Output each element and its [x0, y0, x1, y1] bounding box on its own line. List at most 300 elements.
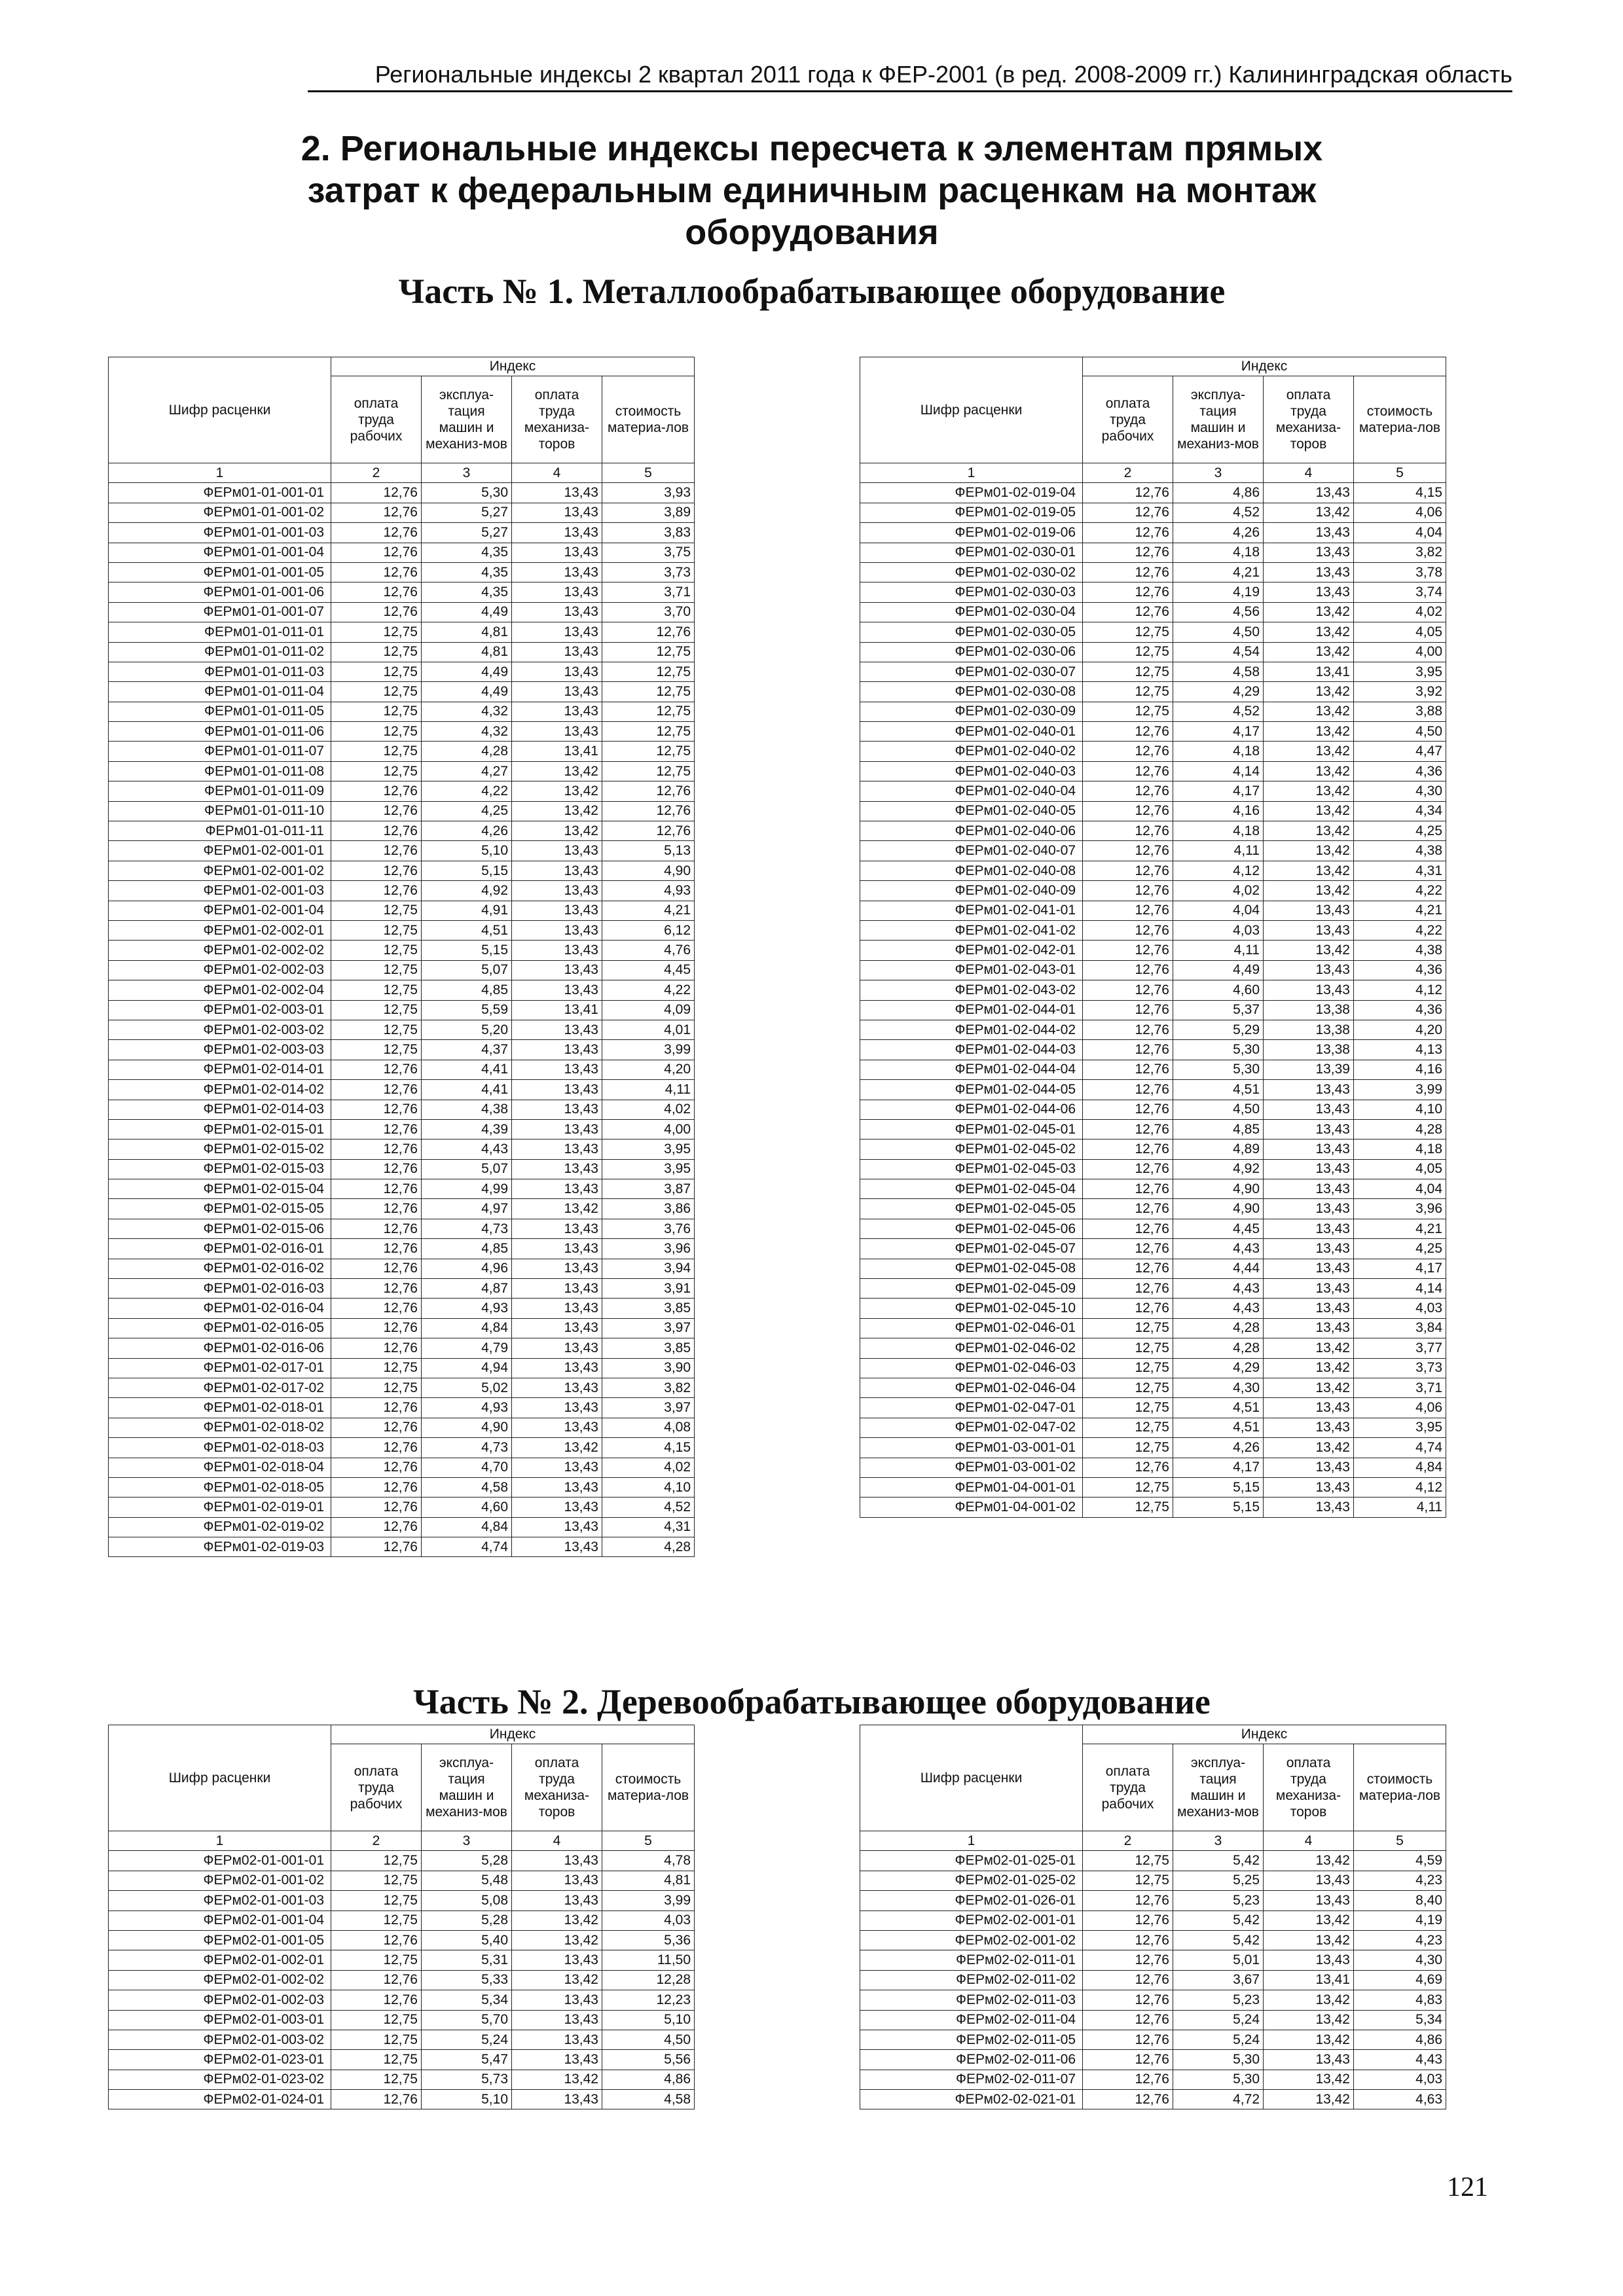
- index-value: 12,75: [331, 1040, 422, 1060]
- rate-code: ФЕРм01-02-001-03: [109, 881, 331, 901]
- index-value: 4,38: [1354, 941, 1446, 960]
- index-value: 12,75: [331, 1378, 422, 1397]
- index-value: 3,99: [602, 1040, 695, 1060]
- index-value: 13,43: [512, 1378, 602, 1397]
- table-row: [860, 1398, 1446, 1418]
- rate-code: ФЕРм01-02-040-07: [860, 841, 1083, 861]
- table-row: [109, 1040, 695, 1060]
- index-value: 12,76: [602, 801, 695, 821]
- table-row: [860, 1299, 1446, 1318]
- table-row: [860, 483, 1446, 503]
- rate-code: ФЕРм01-01-001-04: [109, 543, 331, 562]
- table-row: [109, 642, 695, 662]
- index-value: 13,42: [1264, 642, 1354, 662]
- index-value: 13,43: [1264, 1299, 1354, 1318]
- rate-code: ФЕРм01-02-040-05: [860, 801, 1083, 821]
- table-row: [860, 1378, 1446, 1397]
- index-value: 4,06: [1354, 1398, 1446, 1418]
- index-value: 13,42: [1264, 682, 1354, 702]
- index-value: 13,43: [1264, 960, 1354, 980]
- col-number: 4: [1264, 463, 1354, 483]
- rate-code: ФЕРм01-02-019-03: [109, 1537, 331, 1557]
- index-value: 4,28: [602, 1537, 695, 1557]
- index-value: 4,22: [1354, 881, 1446, 901]
- index-value: 4,58: [422, 1477, 512, 1497]
- index-value: 12,76: [331, 1338, 422, 1358]
- index-value: 12,76: [1083, 1910, 1173, 1930]
- index-value: 12,76: [1083, 1119, 1173, 1139]
- index-value: 4,11: [1354, 1498, 1446, 1517]
- index-value: 12,76: [331, 562, 422, 582]
- rate-code: ФЕРм01-02-040-08: [860, 861, 1083, 880]
- rate-code: ФЕРм01-01-011-01: [109, 622, 331, 642]
- index-value: 12,76: [1083, 881, 1173, 901]
- col-header-index-group: Индекс: [1083, 1725, 1446, 1744]
- index-value: 13,38: [1264, 1040, 1354, 1060]
- table-row: [109, 523, 695, 543]
- index-value: 5,08: [422, 1891, 512, 1910]
- table-row: [860, 761, 1446, 781]
- index-value: 12,76: [331, 503, 422, 522]
- index-value: 13,43: [512, 1851, 602, 1871]
- index-value: 4,69: [1354, 1970, 1446, 1990]
- rate-code: ФЕРм02-01-001-02: [109, 1871, 331, 1890]
- table-row: [109, 941, 695, 960]
- index-value: 3,73: [602, 562, 695, 582]
- index-value: 4,12: [1173, 861, 1264, 880]
- index-value: 13,43: [512, 1477, 602, 1497]
- table-row: [109, 1498, 695, 1517]
- index-value: 13,43: [1264, 1139, 1354, 1159]
- col-number: 5: [1354, 1831, 1446, 1851]
- index-value: 13,43: [1264, 1458, 1354, 1477]
- col-number: 2: [1083, 463, 1173, 483]
- rate-code: ФЕРм01-02-047-01: [860, 1398, 1083, 1418]
- rate-code: ФЕРм01-01-011-02: [109, 642, 331, 662]
- index-value: 4,06: [1354, 503, 1446, 522]
- col-header-3: оплата труда механиза-торов: [512, 376, 602, 463]
- part1-title: Часть № 1. Металлообрабатывающее оборудование: [398, 272, 1226, 311]
- index-value: 13,42: [1264, 761, 1354, 781]
- index-value: 13,43: [512, 1950, 602, 1970]
- rate-code: ФЕРм01-04-001-02: [860, 1498, 1083, 1517]
- rate-code: ФЕРм01-02-015-01: [109, 1119, 331, 1139]
- rate-code: ФЕРм01-02-015-06: [109, 1219, 331, 1238]
- index-value: 5,13: [602, 841, 695, 861]
- table-row: [860, 801, 1446, 821]
- index-value: 4,84: [1354, 1458, 1446, 1477]
- index-value: 13,43: [512, 662, 602, 681]
- index-value: 4,19: [1354, 1910, 1446, 1930]
- index-value: 12,75: [602, 742, 695, 761]
- table-row: [860, 1179, 1446, 1199]
- col-header-3: оплата труда механиза-торов: [1264, 1744, 1354, 1831]
- table-row: [860, 1080, 1446, 1100]
- index-value: 13,43: [512, 2010, 602, 2030]
- rate-code: ФЕРм01-02-016-04: [109, 1299, 331, 1318]
- rate-code: ФЕРм01-02-002-01: [109, 920, 331, 940]
- index-value: 13,42: [1264, 1851, 1354, 1871]
- rate-code: ФЕРм01-01-011-06: [109, 722, 331, 742]
- index-value: 4,86: [602, 2070, 695, 2089]
- table-row: [109, 1378, 695, 1397]
- index-value: 12,76: [1083, 1179, 1173, 1199]
- rate-code: ФЕРм01-02-045-02: [860, 1139, 1083, 1159]
- index-value: 3,93: [602, 483, 695, 503]
- index-value: 5,27: [422, 503, 512, 522]
- index-value: 13,39: [1264, 1060, 1354, 1079]
- index-value: 12,75: [331, 1020, 422, 1039]
- index-value: 12,76: [1083, 483, 1173, 503]
- index-value: 5,37: [1173, 1000, 1264, 1020]
- table-row: [860, 1891, 1446, 1910]
- col-number: 5: [602, 1831, 695, 1851]
- index-value: 3,82: [602, 1378, 695, 1397]
- index-value: 4,02: [602, 1100, 695, 1119]
- index-value: 5,10: [602, 2010, 695, 2030]
- table-row: [109, 1279, 695, 1299]
- table-row: [109, 682, 695, 702]
- rate-code: ФЕРм01-02-044-06: [860, 1100, 1083, 1119]
- table-row: [109, 980, 695, 1000]
- index-value: 13,43: [1264, 2050, 1354, 2070]
- index-value: 12,76: [1083, 1259, 1173, 1278]
- index-value: 12,76: [1083, 1020, 1173, 1039]
- col-header-1: оплата труда рабочих: [1083, 1744, 1173, 1831]
- index-value: 4,15: [1354, 483, 1446, 503]
- table-row: [109, 662, 695, 681]
- index-value: 12,76: [1083, 761, 1173, 781]
- rate-code: ФЕРм01-01-001-07: [109, 602, 331, 622]
- table-row: [860, 1100, 1446, 1119]
- table-row: [109, 1990, 695, 2010]
- index-value: 4,60: [1173, 980, 1264, 1000]
- rate-code: ФЕРм01-02-047-02: [860, 1418, 1083, 1437]
- table-row: [109, 1159, 695, 1179]
- rate-code: ФЕРм02-01-003-01: [109, 2010, 331, 2030]
- index-value: 4,38: [422, 1100, 512, 1119]
- index-value: 3,73: [1354, 1358, 1446, 1378]
- table-row: [860, 1318, 1446, 1338]
- index-value: 4,10: [602, 1477, 695, 1497]
- index-value: 4,85: [422, 1239, 512, 1259]
- index-value: 4,28: [1173, 1318, 1264, 1338]
- index-value: 4,91: [422, 901, 512, 920]
- index-value: 12,75: [331, 1891, 422, 1910]
- index-value: 4,86: [1354, 2030, 1446, 2049]
- index-value: 4,36: [1354, 960, 1446, 980]
- table-row: [860, 543, 1446, 562]
- index-value: 4,15: [602, 1438, 695, 1458]
- index-value: 4,99: [422, 1179, 512, 1199]
- index-value: 12,76: [1083, 861, 1173, 880]
- index-value: 12,76: [1083, 1080, 1173, 1100]
- index-value: 12,76: [1083, 1159, 1173, 1179]
- rate-code: ФЕРм01-02-019-04: [860, 483, 1083, 503]
- index-value: 5,24: [1173, 2010, 1264, 2030]
- table-row: [109, 801, 695, 821]
- index-value: 4,31: [602, 1517, 695, 1537]
- index-value: 12,75: [331, 2050, 422, 2070]
- index-value: 12,76: [331, 1299, 422, 1318]
- index-value: 12,76: [331, 543, 422, 562]
- table-row: [860, 1119, 1446, 1139]
- table-row: [860, 1871, 1446, 1890]
- table-row: [860, 1040, 1446, 1060]
- index-value: 13,43: [512, 1179, 602, 1199]
- index-value: 4,04: [1354, 1179, 1446, 1199]
- index-value: 12,76: [331, 801, 422, 821]
- index-value: 4,84: [422, 1318, 512, 1338]
- index-value: 12,76: [1083, 1139, 1173, 1159]
- rate-code: ФЕРм01-02-040-03: [860, 761, 1083, 781]
- index-value: 12,75: [602, 642, 695, 662]
- index-value: 12,76: [1083, 722, 1173, 742]
- rate-code: ФЕРм01-01-011-04: [109, 682, 331, 702]
- index-value: 4,32: [422, 722, 512, 742]
- index-value: 4,41: [422, 1080, 512, 1100]
- index-value: 8,40: [1354, 1891, 1446, 1910]
- index-value: 4,35: [422, 562, 512, 582]
- index-value: 5,48: [422, 1871, 512, 1890]
- table-row: [860, 642, 1446, 662]
- rate-code: ФЕРм01-02-046-01: [860, 1318, 1083, 1338]
- index-value: 13,43: [512, 901, 602, 920]
- rate-code: ФЕРм01-01-011-05: [109, 702, 331, 721]
- table-row: [109, 1060, 695, 1079]
- index-value: 4,29: [1173, 682, 1264, 702]
- index-value: 3,67: [1173, 1970, 1264, 1990]
- index-value: 13,43: [1264, 980, 1354, 1000]
- rate-code: ФЕРм02-01-002-01: [109, 1950, 331, 1970]
- table-row: [860, 1020, 1446, 1039]
- index-value: 4,70: [422, 1458, 512, 1477]
- index-value: 4,36: [1354, 761, 1446, 781]
- rate-code: ФЕРм01-02-044-03: [860, 1040, 1083, 1060]
- table-row: [860, 1259, 1446, 1278]
- index-value: 4,25: [1354, 821, 1446, 841]
- index-value: 13,43: [1264, 1891, 1354, 1910]
- index-value: 13,43: [1264, 1159, 1354, 1179]
- table-row: [860, 2070, 1446, 2089]
- col-header-4: стоимость материа-лов: [1354, 376, 1446, 463]
- index-value: 4,49: [422, 682, 512, 702]
- index-value: 12,76: [602, 821, 695, 841]
- rate-code: ФЕРм01-01-011-09: [109, 781, 331, 801]
- index-value: 13,41: [512, 1000, 602, 1020]
- index-value: 12,76: [1083, 2030, 1173, 2049]
- index-value: 13,42: [1264, 1990, 1354, 2010]
- index-value: 4,03: [1173, 920, 1264, 940]
- rate-code: ФЕРм02-01-025-01: [860, 1851, 1083, 1871]
- rate-code: ФЕРм02-02-001-01: [860, 1910, 1083, 1930]
- table-row: [109, 1139, 695, 1159]
- rate-code: ФЕРм02-02-001-02: [860, 1930, 1083, 1950]
- index-value: 12,76: [1083, 2010, 1173, 2030]
- index-value: 13,43: [512, 1871, 602, 1890]
- rate-code: ФЕРм01-02-018-04: [109, 1458, 331, 1477]
- index-value: 5,42: [1173, 1851, 1264, 1871]
- table-row: [860, 1000, 1446, 1020]
- table-row: [860, 662, 1446, 681]
- index-value: 13,43: [512, 1418, 602, 1437]
- index-value: 4,04: [1354, 523, 1446, 543]
- table-row: [109, 1438, 695, 1458]
- index-value: 12,75: [331, 1851, 422, 1871]
- index-value: 13,42: [1264, 602, 1354, 622]
- rate-code: ФЕРм02-01-001-01: [109, 1851, 331, 1871]
- index-value: 3,99: [602, 1891, 695, 1910]
- index-value: 12,76: [1083, 1040, 1173, 1060]
- table-row: [860, 503, 1446, 522]
- index-value: 4,84: [422, 1517, 512, 1537]
- table-row: [860, 1060, 1446, 1079]
- rate-code: ФЕРм02-01-001-03: [109, 1891, 331, 1910]
- index-value: 4,52: [1173, 503, 1264, 522]
- table-row: [860, 1458, 1446, 1477]
- index-value: 4,00: [1354, 642, 1446, 662]
- rate-code: ФЕРм02-01-024-01: [109, 2090, 331, 2109]
- index-value: 5,23: [1173, 1891, 1264, 1910]
- table-row: [860, 1910, 1446, 1930]
- index-value: 12,76: [1083, 1299, 1173, 1318]
- index-value: 3,75: [602, 543, 695, 562]
- index-value: 12,76: [331, 1100, 422, 1119]
- rate-code: ФЕРм02-01-001-04: [109, 1910, 331, 1930]
- index-value: 13,42: [1264, 941, 1354, 960]
- rate-code: ФЕРм01-02-018-01: [109, 1398, 331, 1418]
- part2-table-right: [860, 1725, 1446, 2109]
- index-value: 4,90: [422, 1418, 512, 1437]
- index-value: 4,11: [1173, 841, 1264, 861]
- index-value: 4,50: [1354, 722, 1446, 742]
- index-value: 13,43: [1264, 1871, 1354, 1890]
- index-value: 3,85: [602, 1338, 695, 1358]
- col-number: 1: [860, 463, 1083, 483]
- index-value: 12,75: [331, 1358, 422, 1378]
- index-value: 12,75: [331, 2010, 422, 2030]
- index-value: 13,42: [1264, 1438, 1354, 1458]
- col-header-code: Шифр расценки: [860, 1725, 1083, 1831]
- index-value: 4,22: [602, 980, 695, 1000]
- table-row: [109, 1517, 695, 1537]
- rate-code: ФЕРм01-02-043-02: [860, 980, 1083, 1000]
- table-row: [860, 622, 1446, 642]
- index-value: 12,76: [331, 1179, 422, 1199]
- table-row: [109, 1199, 695, 1219]
- table-row: [109, 702, 695, 721]
- index-value: 13,43: [512, 920, 602, 940]
- index-value: 13,42: [1264, 2030, 1354, 2049]
- table-row: [860, 722, 1446, 742]
- index-value: 4,58: [1173, 662, 1264, 681]
- rate-code: ФЕРм01-02-045-08: [860, 1259, 1083, 1278]
- index-value: 4,81: [422, 622, 512, 642]
- index-value: 12,75: [1083, 1398, 1173, 1418]
- index-value: 12,76: [1083, 1458, 1173, 1477]
- index-value: 4,09: [602, 1000, 695, 1020]
- index-value: 4,43: [422, 1139, 512, 1159]
- index-value: 12,75: [1083, 1438, 1173, 1458]
- col-number: 4: [512, 1831, 602, 1851]
- index-value: 13,43: [512, 1498, 602, 1517]
- index-value: 4,17: [1354, 1259, 1446, 1278]
- index-value: 3,77: [1354, 1338, 1446, 1358]
- table-row: [860, 1279, 1446, 1299]
- index-value: 12,75: [1083, 702, 1173, 721]
- index-value: 12,76: [1083, 1891, 1173, 1910]
- rate-code: ФЕРм01-02-045-01: [860, 1119, 1083, 1139]
- rate-code: ФЕРм01-02-040-02: [860, 742, 1083, 761]
- index-value: 4,23: [1354, 1930, 1446, 1950]
- index-value: 4,20: [602, 1060, 695, 1079]
- index-value: 5,30: [1173, 1040, 1264, 1060]
- index-value: 12,76: [1083, 1060, 1173, 1079]
- index-value: 4,21: [1354, 1219, 1446, 1238]
- index-value: 12,75: [331, 920, 422, 940]
- rate-code: ФЕРм01-02-044-04: [860, 1060, 1083, 1079]
- table-row: [109, 821, 695, 841]
- rate-code: ФЕРм02-01-023-02: [109, 2070, 331, 2089]
- index-value: 12,76: [331, 1060, 422, 1079]
- index-value: 5,42: [1173, 1910, 1264, 1930]
- index-value: 4,72: [1173, 2090, 1264, 2109]
- index-value: 12,76: [1083, 2090, 1173, 2109]
- index-value: 12,75: [331, 622, 422, 642]
- rate-code: ФЕРм01-02-015-05: [109, 1199, 331, 1219]
- rate-code: ФЕРм02-02-011-04: [860, 2010, 1083, 2030]
- rate-code: ФЕРм02-01-023-01: [109, 2050, 331, 2070]
- index-value: 4,14: [1354, 1279, 1446, 1299]
- index-value: 4,93: [422, 1398, 512, 1418]
- index-value: 3,95: [602, 1159, 695, 1179]
- main-title-line-1: 2. Региональные индексы пересчета к элементам прямых: [301, 129, 1323, 168]
- rate-code: ФЕРм01-01-001-05: [109, 562, 331, 582]
- table-row: [860, 1199, 1446, 1219]
- index-value: 4,52: [602, 1498, 695, 1517]
- index-value: 12,76: [1083, 901, 1173, 920]
- col-header-1: оплата труда рабочих: [1083, 376, 1173, 463]
- index-value: 5,42: [1173, 1930, 1264, 1950]
- table-row: [109, 622, 695, 642]
- index-value: 4,85: [1173, 1119, 1264, 1139]
- index-value: 4,90: [602, 861, 695, 880]
- table-row: [109, 920, 695, 940]
- rate-code: ФЕРм01-02-015-03: [109, 1159, 331, 1179]
- table-row: [860, 1219, 1446, 1238]
- index-value: 12,75: [1083, 1477, 1173, 1497]
- index-value: 4,89: [1173, 1139, 1264, 1159]
- index-value: 13,43: [512, 2050, 602, 2070]
- table-row: [109, 583, 695, 602]
- index-value: 12,75: [331, 662, 422, 681]
- index-value: 12,76: [1083, 2050, 1173, 2070]
- table-row: [109, 2090, 695, 2109]
- index-value: 4,08: [602, 1418, 695, 1437]
- index-value: 4,18: [1173, 821, 1264, 841]
- index-value: 5,10: [422, 841, 512, 861]
- index-value: 13,42: [1264, 1378, 1354, 1397]
- index-value: 12,75: [1083, 1318, 1173, 1338]
- index-value: 12,75: [331, 642, 422, 662]
- index-value: 3,74: [1354, 583, 1446, 602]
- index-value: 13,42: [1264, 622, 1354, 642]
- rate-code: ФЕРм01-02-001-01: [109, 841, 331, 861]
- table-row: [860, 562, 1446, 582]
- index-value: 3,88: [1354, 702, 1446, 721]
- rate-code: ФЕРм01-02-030-06: [860, 642, 1083, 662]
- index-value: 4,35: [422, 543, 512, 562]
